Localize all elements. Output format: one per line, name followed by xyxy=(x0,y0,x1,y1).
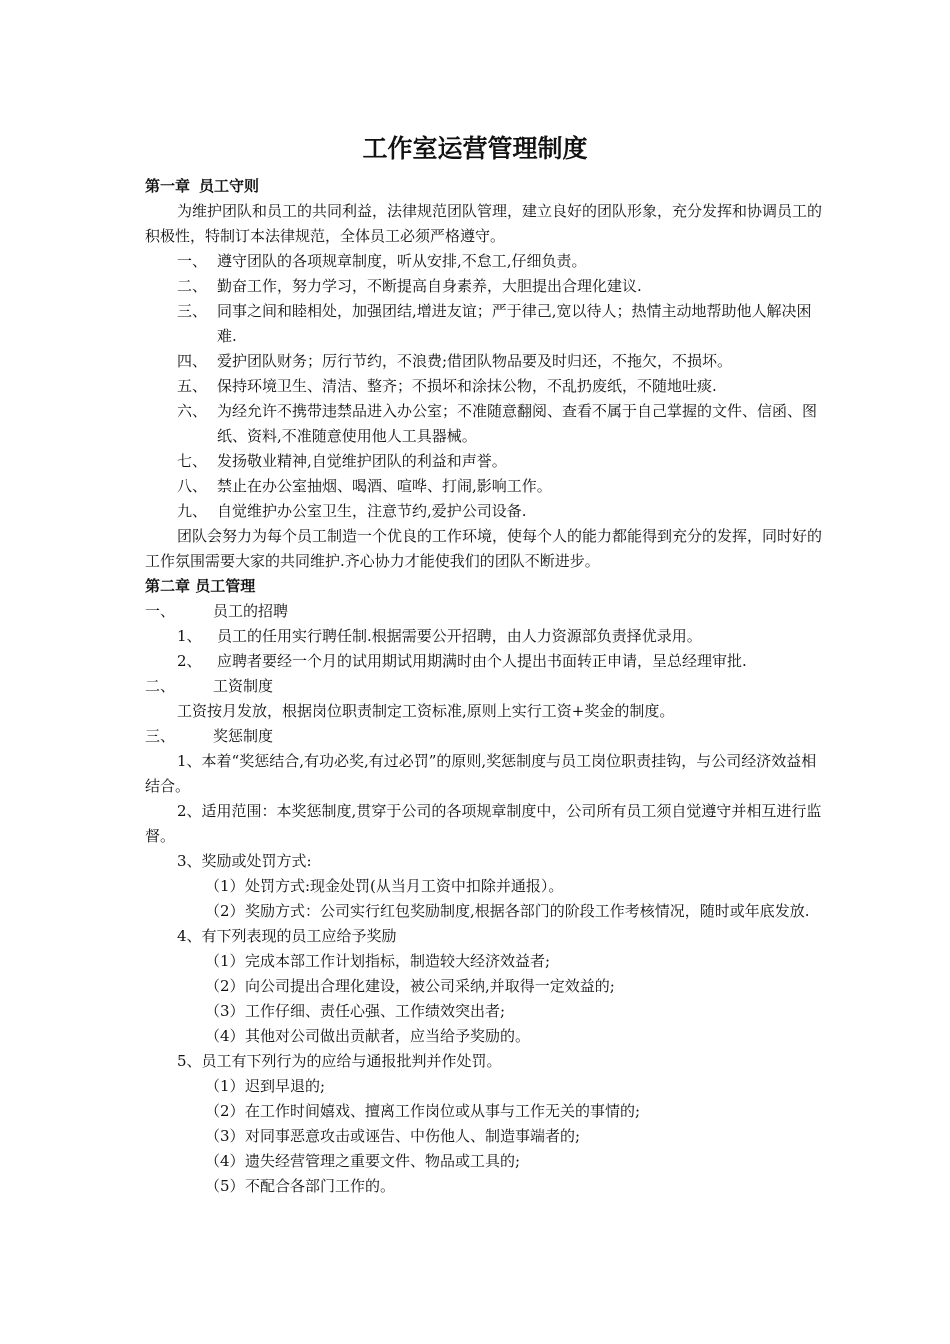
list-marker: （5） xyxy=(205,1177,245,1195)
list-text: 勤奋工作，努力学习，不断提高自身素养，大胆提出合理化建议. xyxy=(217,277,642,295)
list-text: 同事之间和睦相处，加强团结,增进友谊；严于律己,宽以待人；热情主动地帮助他人解决困难. xyxy=(217,302,812,345)
method-item xyxy=(145,899,825,924)
method-item xyxy=(145,874,825,899)
list-marker: 八、 xyxy=(177,477,208,495)
salary-text: 工资按月发放，根据岗位职责制定工资标准,原则上实行工资+奖金的制度。 xyxy=(177,702,675,720)
list-text: 奖励方式：公司实行红包奖励制度,根据各部门的阶段工作考核情况，随时或年底发放. xyxy=(245,902,810,920)
recruitment-item xyxy=(145,649,825,674)
list-text: 其他对公司做出贡献者，应当给予奖励的。 xyxy=(245,1027,531,1045)
section-title: 工资制度 xyxy=(213,677,274,695)
chapter-2-heading: 第二章 员工管理 xyxy=(145,577,256,595)
rule-item xyxy=(145,449,825,474)
list-marker: 1、 xyxy=(177,627,202,645)
list-text: 遵守团队的各项规章制度，听从安排,不怠工,仔细负责。 xyxy=(217,252,587,270)
list-marker: （1） xyxy=(205,952,245,970)
rule-item xyxy=(145,399,825,449)
document-title: 工作室运营管理制度 xyxy=(362,134,588,163)
list-marker: 四、 xyxy=(177,352,208,370)
penalty-item xyxy=(145,1174,825,1199)
list-text: 向公司提出合理化建设，被公司采纳,并取得一定效益的; xyxy=(245,977,615,995)
list-marker: 2、 xyxy=(177,652,202,670)
recruitment-item xyxy=(145,624,825,649)
rule-item xyxy=(145,299,825,349)
reward-conditions: 4、有下列表现的员工应给予奖励 xyxy=(177,927,397,945)
list-marker: 七、 xyxy=(177,452,208,470)
section-recruitment-heading xyxy=(145,599,825,624)
list-marker: （3） xyxy=(205,1127,245,1145)
penalty-item xyxy=(145,1099,825,1124)
list-text: 应聘者要经一个月的试用期试用期满时由个人提出书面转正申请，呈总经理审批. xyxy=(217,652,747,670)
list-marker: 二、 xyxy=(177,277,208,295)
chapter-1-intro: 为维护团队和员工的共同利益，法律规范团队管理，建立良好的团队形象，充分发挥和协调员工的积极性，特制订本法律规范，全体员工必须严格遵守。 xyxy=(145,202,823,245)
penalty-item xyxy=(145,1074,825,1099)
rule-item xyxy=(145,274,825,299)
list-text: 在工作时间嬉戏、擅离工作岗位或从事与工作无关的事情的; xyxy=(245,1102,641,1120)
list-text: 发扬敬业精神,自觉维护团队的利益和声誉。 xyxy=(217,452,507,470)
section-marker: 二、 xyxy=(145,677,176,695)
chapter-1-number: 第一章 xyxy=(145,177,191,195)
rule-item xyxy=(145,249,825,274)
chapter-1-heading xyxy=(145,174,825,199)
rule-item xyxy=(145,474,825,499)
section-marker: 三、 xyxy=(145,727,176,745)
rewards-methods-list xyxy=(145,874,825,924)
chapter-1-title: 员工守则 xyxy=(199,177,260,195)
list-marker: （1） xyxy=(205,877,245,895)
list-text: 迟到早退的; xyxy=(245,1077,326,1095)
reward-conditions-list xyxy=(145,949,825,1049)
list-marker: （2） xyxy=(205,902,245,920)
chapter-1-rules-list xyxy=(145,249,825,524)
list-marker: （2） xyxy=(205,977,245,995)
list-marker: 一、 xyxy=(177,252,208,270)
penalty-item xyxy=(145,1124,825,1149)
list-text: 完成本部工作计划指标，制造较大经济效益者; xyxy=(245,952,551,970)
list-text: 为经允许不携带违禁品进入办公室；不准随意翻阅、查看不属于自己掌握的文件、信函、图纸、资料,不准随意使用他人工具器械。 xyxy=(217,402,818,445)
list-marker: 三、 xyxy=(177,302,208,320)
rule-item xyxy=(145,499,825,524)
list-text: 不配合各部门工作的。 xyxy=(245,1177,396,1195)
reward-item xyxy=(145,974,825,999)
list-marker: （4） xyxy=(205,1152,245,1170)
list-marker: 五、 xyxy=(177,377,208,395)
list-text: 员工的任用实行聘任制.根据需要公开招聘，由人力资源部负责择优录用。 xyxy=(217,627,702,645)
list-marker: （2） xyxy=(205,1102,245,1120)
section-title: 奖惩制度 xyxy=(213,727,274,745)
list-marker: 九、 xyxy=(177,502,208,520)
section-rewards-heading xyxy=(145,724,825,749)
rewards-methods: 3、奖励或处罚方式: xyxy=(177,852,312,870)
list-marker: 六、 xyxy=(177,402,208,420)
penalty-conditions-list xyxy=(145,1074,825,1199)
rewards-principle: 1、本着“奖惩结合,有功必奖,有过必罚”的原则,奖惩制度与员工岗位职责挂钩，与公司经济效益相结合。 xyxy=(145,752,817,795)
chapter-1-closing: 团队会努力为每个员工制造一个优良的工作环境，使每个人的能力都能得到充分的发挥，同时好的工作氛围需要大家的共同维护.齐心协力才能使我们的团队不断进步。 xyxy=(145,527,823,570)
list-text: 自觉维护办公室卫生，注意节约,爱护公司设备. xyxy=(217,502,527,520)
section-salary-heading xyxy=(145,674,825,699)
list-text: 保持环境卫生、清洁、整齐；不损坏和涂抹公物，不乱扔废纸，不随地吐痰. xyxy=(217,377,717,395)
list-marker: （4） xyxy=(205,1027,245,1045)
list-marker: （1） xyxy=(205,1077,245,1095)
rewards-scope: 2、适用范围：本奖惩制度,贯穿于公司的各项规章制度中，公司所有员工须自觉遵守并相互进行监督。 xyxy=(145,802,822,845)
rule-item xyxy=(145,349,825,374)
list-text: 禁止在办公室抽烟、喝酒、喧哗、打闹,影响工作。 xyxy=(217,477,552,495)
list-text: 工作仔细、责任心强、工作绩效突出者; xyxy=(245,1002,506,1020)
rule-item xyxy=(145,374,825,399)
penalty-item xyxy=(145,1149,825,1174)
section-marker: 一、 xyxy=(145,602,176,620)
list-text: 对同事恶意攻击或诬告、中伤他人、制造事端者的; xyxy=(245,1127,581,1145)
list-marker: （3） xyxy=(205,1002,245,1020)
reward-item xyxy=(145,999,825,1024)
reward-item xyxy=(145,1024,825,1049)
section-title: 员工的招聘 xyxy=(213,602,289,620)
recruitment-list xyxy=(145,624,825,674)
penalty-conditions: 5、员工有下列行为的应给与通报批判并作处罚。 xyxy=(177,1052,502,1070)
list-text: 爱护团队财务；厉行节约，不浪费;借团队物品要及时归还，不拖欠，不损坏。 xyxy=(217,352,733,370)
reward-item xyxy=(145,949,825,974)
list-text: 遗失经营管理之重要文件、物品或工具的; xyxy=(245,1152,521,1170)
document-body xyxy=(145,174,825,1199)
list-text: 处罚方式:现金处罚(从当月工资中扣除并通报）。 xyxy=(245,877,564,895)
